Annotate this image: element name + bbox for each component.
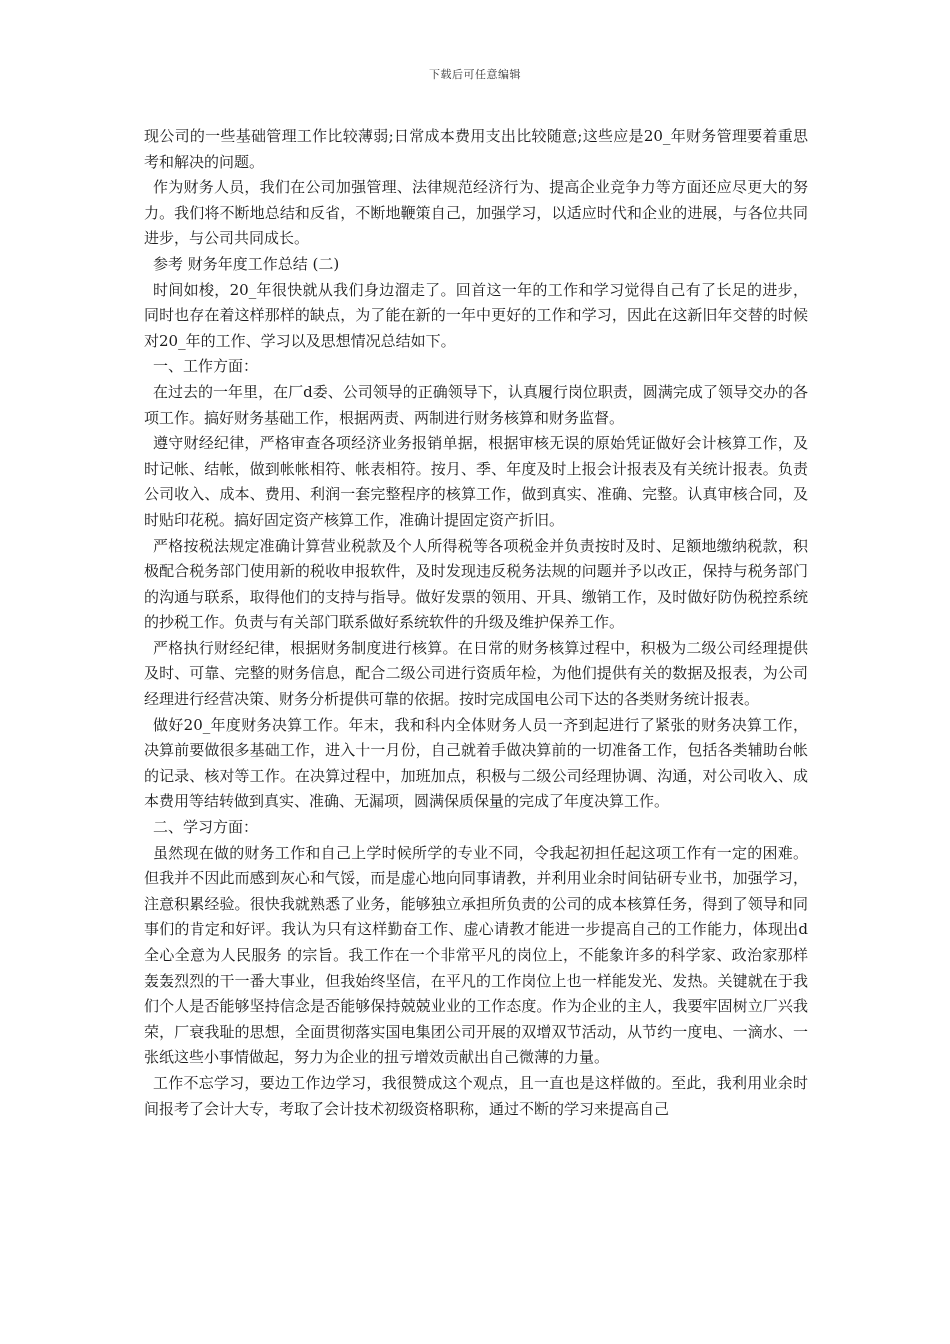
paragraph: 时间如梭，20_年很快就从我们身边溜走了。回首这一年的工作和学习觉得自己有了长足的进步，同时也存在着这样那样的缺点，为了能在新的一年中更好的工作和学习，因此在这新旧年交替的时候对20_年的工作、学习以及思想情况总结如下。 [144, 280, 808, 350]
section-title: 参考 财务年度工作总结 (二) [153, 254, 340, 273]
paragraph: 虽然现在做的财务工作和自己上学时候所学的专业不同，令我起初担任起这项工作有一定的困难。但我并不因此而感到灰心和气馁，而是虚心地向同事请教，并利用业余时间钻研专业书，加强学习，注意积累经验。很快我就熟悉了业务，能够独立承担所负责的公司的成本核算任务，得到了领导和同事们的肯定和好评。我认为只有这样勤奋工作、虚心请教才能进一步提高自己的工作能力，体现出d全心全意为人民服务 的宗旨。我工作在一个非常平凡的岗位上，不能象许多的科学家、政治家那样轰轰烈烈的干一番大事业，但我始终坚信，在平凡的工作岗位上也一样能发光、发热。关键就在于我们个人是否能够坚持信念是否能够保持兢兢业业的工作态度。作为企业的主人，我要牢固树立厂兴我荣，厂衰我耻的思想，全面贯彻落实国电集团公司开展的双增双节活动，从节约一度电、一滴水、一张纸这些小事情做起，努力为企业的扭亏增效贡献出自己微薄的力量。 [144, 843, 808, 1067]
paragraph: 工作不忘学习，要边工作边学习，我很赞成这个观点，且一直也是这样做的。至此，我利用业余时间报考了会计大专，考取了会计技术初级资格职称，通过不断的学习来提高自己 [144, 1073, 808, 1118]
paragraph: 严格按税法规定准确计算营业税款及个人所得税等各项税金并负责按时及时、足额地缴纳税款，积极配合税务部门使用新的税收申报软件，及时发现违反税务法规的问题并予以改正，保持与税务部门的沟通与联系，取得他们的支持与指导。做好发票的领用、开具、缴销工作，及时做好防伪税控系统的抄税工作。负责与有关部门联系做好系统软件的升级及维护保养工作。 [144, 536, 808, 632]
paragraph: 严格执行财经纪律，根据财务制度进行核算。在日常的财务核算过程中，积极为二级公司经理提供及时、可靠、完整的财务信息，配合二级公司进行资质年检，为他们提供有关的数据及报表，为公司经理进行经营决策、财务分析提供可靠的依据。按时完成国电公司下达的各类财务统计报表。 [144, 638, 808, 709]
paragraph: 在过去的一年里，在厂d委、公司领导的正确领导下，认真履行岗位职责，圆满完成了领导交办的各项工作。搞好财务基础工作，根据两责、两制进行财务核算和财务监督。 [144, 382, 808, 427]
document-body [144, 124, 808, 1122]
paragraph: 作为财务人员，我们在公司加强管理、法律规范经济行为、提高企业竞争力等方面还应尽更大的努力。我们将不断地总结和反省，不断地鞭策自己，加强学习，以适应时代和企业的进展，与各位共同进步，与公司共同成长。 [144, 178, 808, 248]
page-header: 下载后可任意编辑 [429, 68, 521, 81]
paragraph: 现公司的一些基础管理工作比较薄弱;日常成本费用支出比较随意;这些应是20_年财务管理要着重思考和解决的问题。 [144, 127, 808, 171]
paragraph: 做好20_年度财务决算工作。年末，我和科内全体财务人员一齐到起进行了紧张的财务决算工作，决算前要做很多基础工作，进入十一月份，自己就着手做决算前的一切准备工作，包括各类辅助台帐的记录、核对等工作。在决算过程中，加班加点，积极与二级公司经理协调、沟通，对公司收入、成本费用等结转做到真实、准确、无漏项，圆满保质保量的完成了年度决算工作。 [144, 715, 808, 811]
section-heading: 二、学习方面： [153, 818, 259, 837]
section-heading: 一、工作方面： [153, 357, 259, 376]
paragraph: 遵守财经纪律，严格审查各项经济业务报销单据，根据审核无误的原始凭证做好会计核算工作，及时记帐、结帐，做到帐帐相符、帐表相符。按月、季、年度及时上报会计报表及有关统计报表。负责公司收入、成本、费用、利润一套完整程序的核算工作，做到真实、准确、完整。认真审核合同，及时贴印花税。搞好固定资产核算工作，准确计提固定资产折旧。 [144, 434, 808, 529]
